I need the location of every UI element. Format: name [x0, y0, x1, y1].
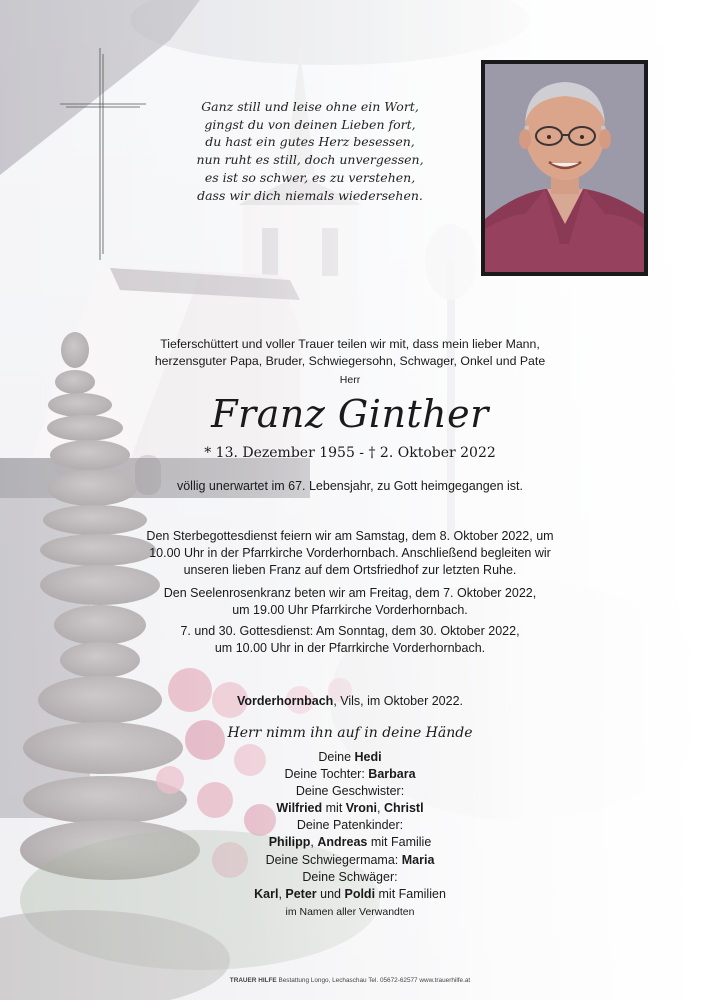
cross-icon	[60, 48, 146, 260]
service-line: Den Seelenrosenkranz beten wir am Freitag, dem 7. Oktober 2022,	[163, 586, 537, 600]
mourner-line	[150, 749, 550, 766]
service-line: um 10.00 Uhr in der Pfarrkirche Vorderhornbach.	[214, 641, 486, 656]
service-line: unseren lieben Franz auf dem Ortsfriedhof zur letzten Ruhe.	[183, 563, 517, 578]
mourner-text: ,	[310, 835, 318, 850]
mourner-text: mit Familien	[375, 886, 446, 901]
life-dates: * 13. Dezember 1955 - † 2. Oktober 2022	[204, 445, 496, 461]
mourner-name: Maria	[401, 852, 435, 867]
mourner-name: Hedi	[354, 750, 382, 764]
mourner-name: Barbara	[368, 767, 416, 782]
funeral-home-footer	[150, 977, 550, 984]
intro-line: herzensguter Papa, Bruder, Schwiegersohn, Schwager, Onkel und Pate	[154, 354, 546, 368]
mourner-text: ,	[278, 886, 286, 901]
poem-line: es ist so schwer, es zu verstehen,	[204, 169, 416, 185]
mourner-name: Andreas	[317, 835, 368, 850]
place-town: Vorderhornbach	[237, 694, 334, 708]
portrait-frame	[481, 60, 648, 276]
mourner-text: und	[316, 886, 345, 901]
service-line: Den Sterbegottesdienst feiern wir am Samstag, dem 8. Oktober 2022, um	[146, 529, 554, 543]
mourner-line	[150, 886, 550, 903]
poem-line: nun ruht es still, doch unvergessen,	[196, 152, 424, 168]
memorial-mass-info	[100, 623, 600, 657]
mourner-name: Karl	[254, 886, 279, 901]
service-line: 7. und 30. Gottesdienst: Am Sonntag, dem 30. Oktober 2022,	[180, 624, 520, 638]
intro-line: Tieferschüttert und voller Trauer teilen wir mit, dass mein lieber Mann,	[160, 337, 540, 351]
place-rest: , Vils, im Oktober 2022.	[333, 694, 463, 708]
mourner-text: Deine	[318, 750, 355, 764]
mourner-text: mit	[322, 801, 346, 816]
mourner-text: im Namen aller Verwandten	[285, 905, 415, 918]
mourner-text: ,	[377, 801, 384, 816]
portrait-photo	[485, 64, 644, 272]
salutation: Herr	[339, 374, 361, 386]
mourner-line	[150, 903, 550, 921]
funeral-service-info	[100, 528, 600, 580]
rosary-info	[100, 585, 600, 619]
memorial-poem	[150, 98, 470, 204]
mourner-name: Vroni	[345, 801, 378, 816]
mourner-text: Deine Schwiegermama:	[265, 852, 402, 867]
mourner-text: Deine Tochter:	[284, 767, 369, 782]
mourner-line	[150, 817, 550, 834]
mourner-line	[150, 766, 550, 783]
deceased-name: Franz Ginther	[211, 392, 489, 436]
mourner-name: Philipp	[268, 835, 311, 850]
footer-brand: TRAUER HILFE	[229, 977, 277, 984]
prayer-line: Herr nimm ihn auf in deine Hände	[227, 725, 473, 741]
mourner-line	[150, 783, 550, 800]
service-line: um 19.00 Uhr Pfarrkirche Vorderhornbach.	[232, 603, 468, 618]
mourners-list	[150, 749, 550, 921]
service-line: 10.00 Uhr in der Pfarrkirche Vorderhornbach. Anschließend begleiten wir	[149, 546, 551, 561]
announcement-intro	[100, 336, 600, 370]
mourner-line	[150, 869, 550, 886]
mourner-line	[150, 852, 550, 869]
place-and-date	[150, 694, 550, 708]
mourner-text: Deine Patenkinder:	[296, 818, 404, 833]
mourner-text: Deine Geschwister:	[295, 784, 405, 799]
poem-line: gingst du von deinen Lieben fort,	[204, 116, 416, 132]
mourner-name: Poldi	[344, 886, 376, 901]
mourner-line	[150, 800, 550, 817]
mourner-name: Peter	[285, 886, 317, 901]
mourner-text: Deine Schwäger:	[302, 869, 398, 884]
poem-line: Ganz still und leise ohne ein Wort,	[201, 99, 419, 114]
mourner-line	[150, 834, 550, 851]
mourner-name: Wilfried	[276, 801, 323, 816]
footer-text: Bestattung Longo, Lechaschau Tel. 05672-62577 www.trauerhilfe.at	[276, 977, 471, 984]
poem-line: dass wir dich niemals wiedersehen.	[197, 187, 423, 203]
mourner-name: Christl	[383, 801, 424, 816]
mourner-text: mit Familie	[367, 835, 432, 850]
poem-line: du hast ein gutes Herz besessen,	[205, 134, 415, 150]
passing-statement: völlig unerwartet im 67. Lebensjahr, zu Gott heimgegangen ist.	[176, 479, 524, 493]
